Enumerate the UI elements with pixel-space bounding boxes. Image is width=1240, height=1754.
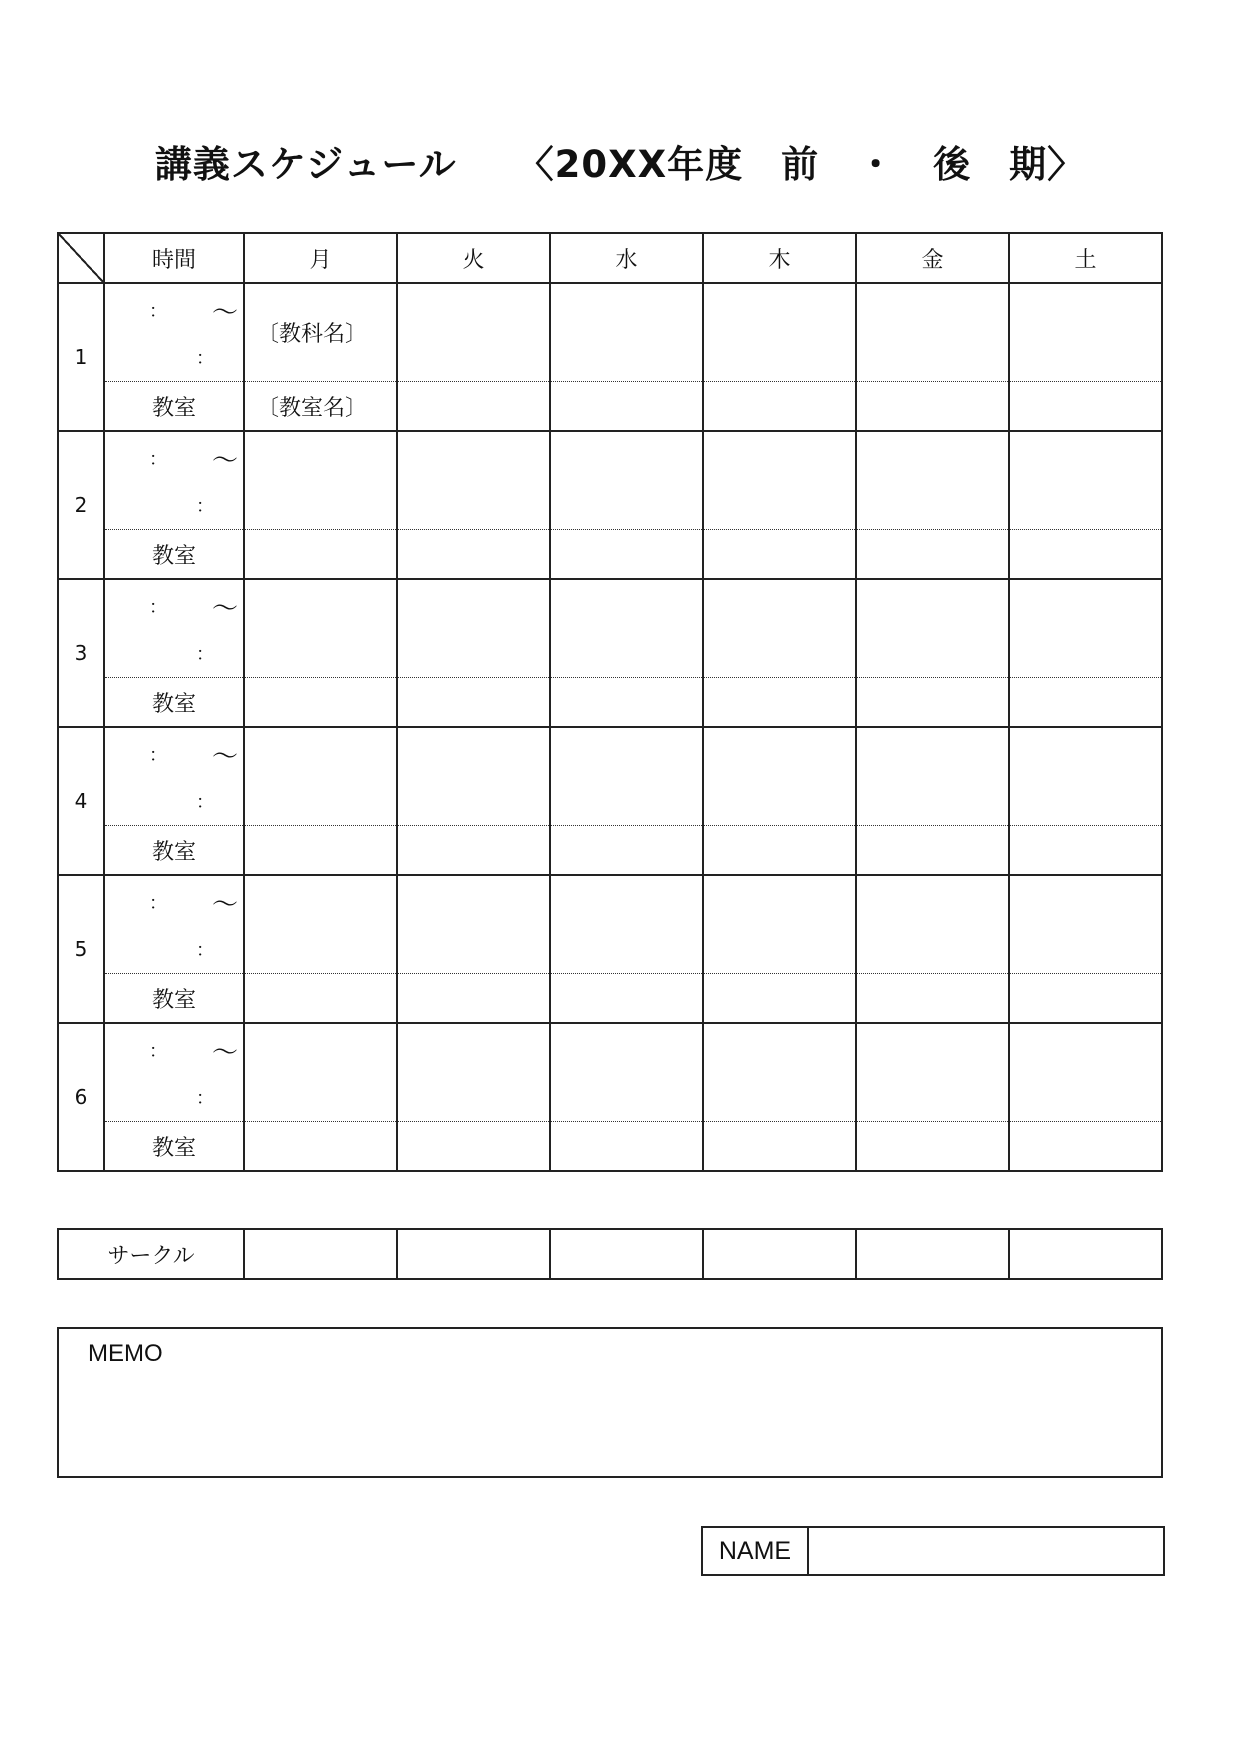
header-day-sat: 土 [1009,233,1162,283]
subject-cell[interactable] [1009,283,1162,382]
period-row [58,283,1162,382]
circle-cell[interactable] [550,1229,703,1279]
subject-cell[interactable] [703,283,856,382]
subject-cell[interactable] [244,283,397,382]
room-cell[interactable] [703,974,856,1024]
subject-cell[interactable] [550,1023,703,1122]
subject-cell[interactable] [397,1023,550,1122]
time-cell[interactable] [104,875,244,974]
period-number: 5 [58,875,104,1023]
room-cell[interactable] [1009,678,1162,728]
time-start-colon: ： [149,745,167,766]
header-day-fri: 金 [856,233,1009,283]
time-start-colon: ： [149,449,167,470]
circle-cell[interactable] [703,1229,856,1279]
time-cell[interactable] [104,579,244,678]
room-cell[interactable] [397,974,550,1024]
subject-cell[interactable] [244,431,397,530]
room-row [58,974,1162,1024]
time-end-colon: ： [196,792,214,813]
room-cell[interactable] [244,826,397,876]
subject-cell[interactable] [1009,579,1162,678]
subject-cell[interactable] [1009,431,1162,530]
time-end-colon: ： [196,348,214,369]
time-cell[interactable] [104,283,244,382]
period-number: 4 [58,727,104,875]
circle-cell[interactable] [244,1229,397,1279]
circle-label: サークル [58,1229,244,1279]
name-field[interactable] [808,1527,1164,1575]
subject-cell[interactable] [1009,875,1162,974]
name-row [702,1527,1164,1575]
subject-cell[interactable] [856,875,1009,974]
room-cell[interactable] [550,678,703,728]
room-cell[interactable] [550,1122,703,1172]
room-cell[interactable] [550,530,703,580]
time-start-colon: ： [149,893,167,914]
room-row [58,382,1162,432]
time-cell[interactable] [104,1023,244,1122]
subject-cell[interactable] [856,283,1009,382]
room-cell[interactable] [856,826,1009,876]
header-day-thu: 木 [703,233,856,283]
time-tilde: 〜 [212,890,239,920]
time-end-colon: ： [196,940,214,961]
time-start-colon: ： [149,1041,167,1062]
room-row [58,826,1162,876]
room-cell[interactable] [244,1122,397,1172]
room-row [58,678,1162,728]
header-day-tue: 火 [397,233,550,283]
title-term: 〈20XX年度 前 ・ 後 期〉 [516,143,1086,186]
time-end-colon: ： [196,1088,214,1109]
header-day-wed: 水 [550,233,703,283]
circle-row [58,1229,1162,1279]
time-cell[interactable] [104,431,244,530]
subject-cell[interactable] [550,875,703,974]
room-cell[interactable] [1009,530,1162,580]
subject-cell[interactable] [244,875,397,974]
room-cell[interactable] [397,530,550,580]
room-label: 教室 [104,826,244,876]
time-start-colon: ： [149,301,167,322]
room-cell[interactable] [397,1122,550,1172]
subject-cell[interactable] [1009,727,1162,826]
room-label: 教室 [104,382,244,432]
circle-cell[interactable] [397,1229,550,1279]
subject-cell[interactable] [397,579,550,678]
subject-cell[interactable] [550,579,703,678]
period-row [58,431,1162,530]
time-tilde: 〜 [212,446,239,476]
subject-cell[interactable] [703,431,856,530]
room-cell[interactable] [856,678,1009,728]
room-cell[interactable] [550,826,703,876]
period-number: 2 [58,431,104,579]
subject-cell[interactable] [244,579,397,678]
time-tilde: 〜 [212,1038,239,1068]
circle-table [57,1228,1163,1280]
subject-cell[interactable] [1009,1023,1162,1122]
subject-cell[interactable] [397,283,550,382]
document-title [0,134,1240,188]
time-tilde: 〜 [212,742,239,772]
room-cell[interactable] [1009,382,1162,432]
room-cell[interactable] [703,826,856,876]
subject-cell[interactable] [856,1023,1009,1122]
header-day-mon: 月 [244,233,397,283]
time-cell[interactable] [104,727,244,826]
subject-cell[interactable] [244,1023,397,1122]
room-cell[interactable] [1009,826,1162,876]
room-cell[interactable] [244,530,397,580]
subject-cell[interactable] [856,431,1009,530]
time-start-colon: ： [149,597,167,618]
room-cell[interactable] [244,678,397,728]
subject-cell[interactable] [244,727,397,826]
time-end-colon: ： [196,496,214,517]
room-placeholder: 〔教室名〕 [257,395,368,421]
subject-cell[interactable] [703,1023,856,1122]
period-number: 6 [58,1023,104,1171]
subject-placeholder: 〔教科名〕 [257,322,368,347]
room-cell[interactable] [550,382,703,432]
room-row [58,1122,1162,1172]
header-row [58,233,1162,283]
room-cell[interactable] [703,1122,856,1172]
name-table [701,1526,1165,1576]
room-cell[interactable] [703,382,856,432]
name-label: NAME [702,1527,808,1575]
subject-cell[interactable] [703,579,856,678]
period-row [58,727,1162,826]
room-cell[interactable] [856,974,1009,1024]
period-row [58,1023,1162,1122]
memo-box[interactable] [57,1327,1163,1478]
room-cell[interactable] [1009,974,1162,1024]
period-row [58,875,1162,974]
room-cell[interactable] [703,530,856,580]
room-cell[interactable] [397,382,550,432]
room-cell[interactable] [244,382,397,432]
time-tilde: 〜 [212,594,239,624]
room-cell[interactable] [703,678,856,728]
subject-cell[interactable] [703,875,856,974]
memo-label: MEMO [88,1340,163,1367]
room-label: 教室 [104,1122,244,1172]
time-end-colon: ： [196,644,214,665]
corner-cell [58,233,104,283]
room-cell[interactable] [397,678,550,728]
subject-cell[interactable] [703,727,856,826]
title-main: 講義スケジュール [154,143,457,186]
period-row [58,579,1162,678]
subject-cell[interactable] [397,875,550,974]
room-cell[interactable] [856,530,1009,580]
header-time: 時間 [104,233,244,283]
room-row [58,530,1162,580]
circle-cell[interactable] [1009,1229,1162,1279]
schedule-table [57,232,1163,1172]
room-label: 教室 [104,530,244,580]
room-cell[interactable] [550,974,703,1024]
room-cell[interactable] [856,382,1009,432]
room-cell[interactable] [397,826,550,876]
circle-cell[interactable] [856,1229,1009,1279]
room-cell[interactable] [856,1122,1009,1172]
time-tilde: 〜 [212,298,239,328]
room-label: 教室 [104,974,244,1024]
subject-cell[interactable] [550,283,703,382]
subject-cell[interactable] [856,727,1009,826]
subject-cell[interactable] [397,727,550,826]
room-cell[interactable] [1009,1122,1162,1172]
room-cell[interactable] [244,974,397,1024]
subject-cell[interactable] [856,579,1009,678]
room-label: 教室 [104,678,244,728]
period-number: 1 [58,283,104,431]
subject-cell[interactable] [397,431,550,530]
subject-cell[interactable] [550,431,703,530]
subject-cell[interactable] [550,727,703,826]
period-number: 3 [58,579,104,727]
